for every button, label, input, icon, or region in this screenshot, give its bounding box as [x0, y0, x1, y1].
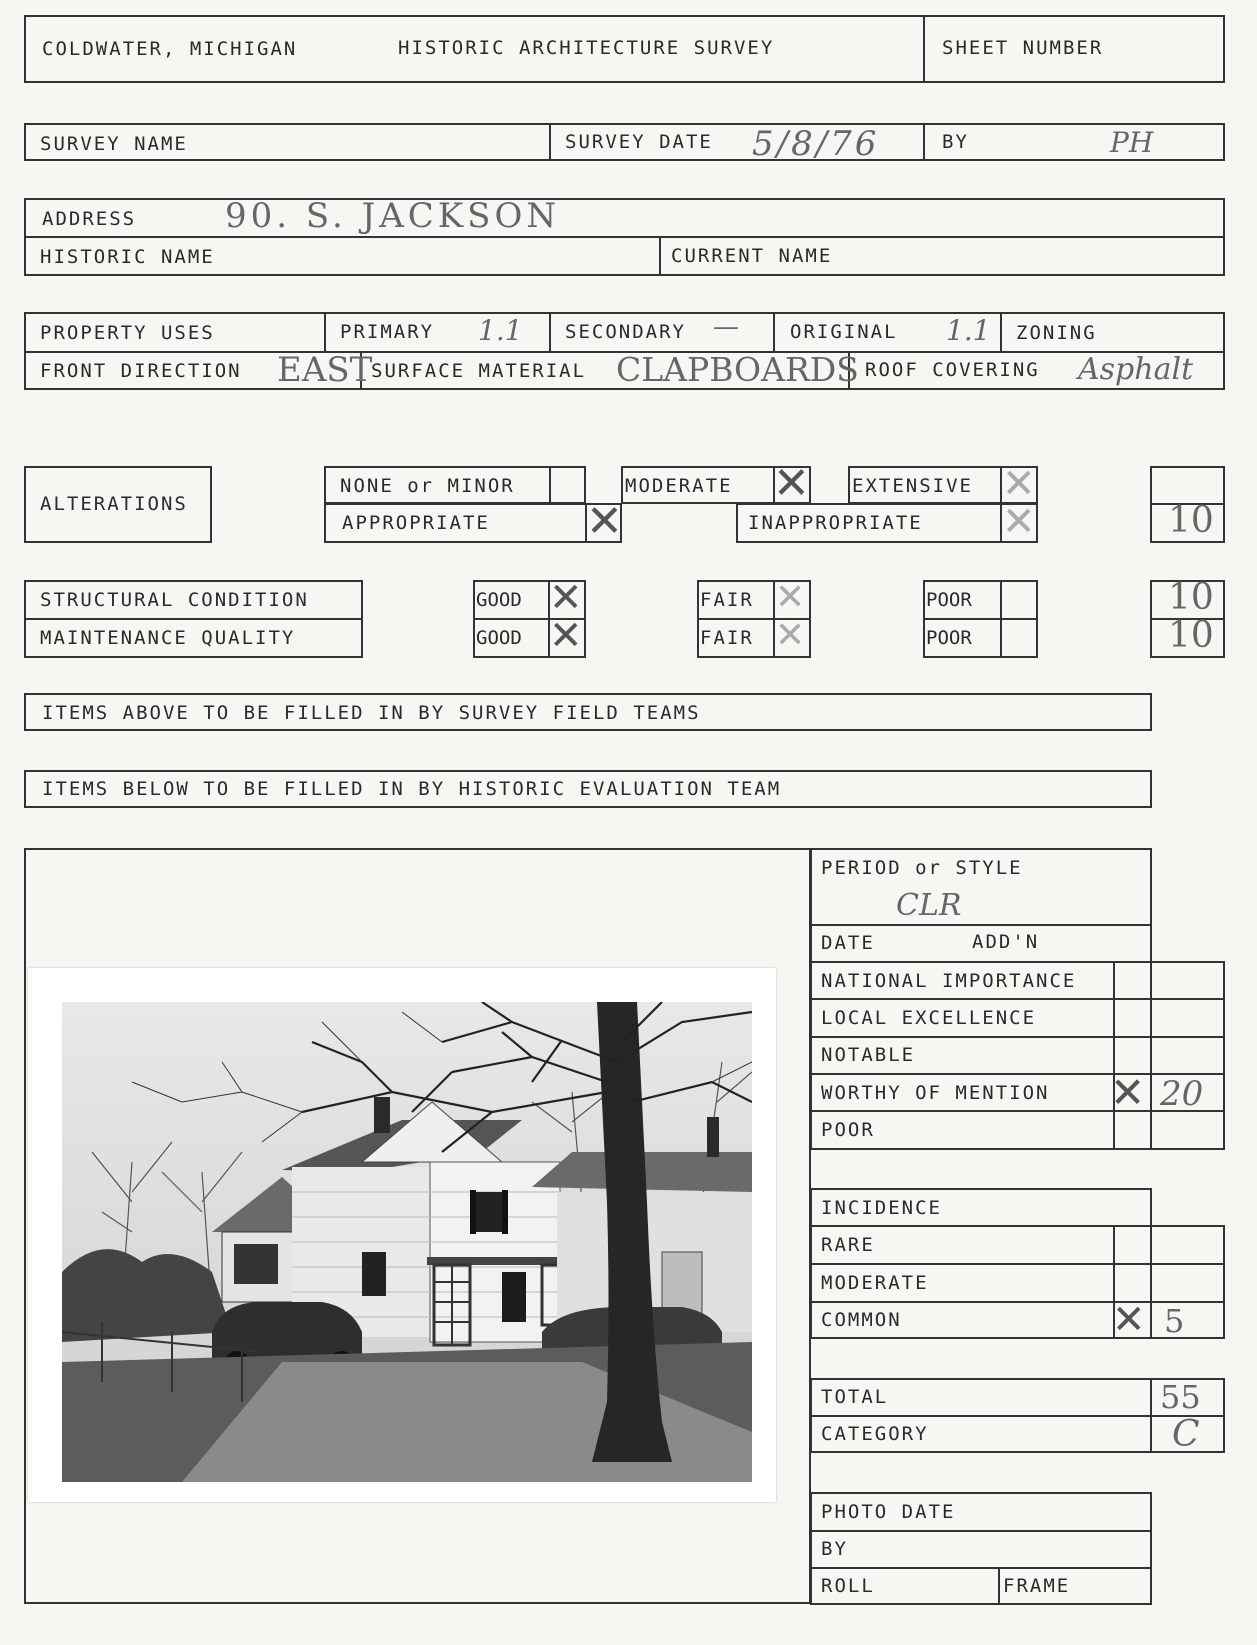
surface-material-value: CLAPBOARDS [616, 350, 859, 389]
poor-maintenance-label: POOR [926, 627, 972, 649]
roll-frame-divider [998, 1567, 1000, 1605]
original-value: 1.1 [946, 314, 991, 347]
condition-label-divider [24, 618, 363, 620]
total-label: TOTAL [821, 1386, 889, 1408]
primary-value: 1.1 [478, 314, 523, 347]
local-excellence-label: LOCAL EXCELLENCE [821, 1007, 1037, 1029]
maintenance-quality-label: MAINTENANCE QUALITY [40, 627, 296, 649]
rare-label: RARE [821, 1234, 875, 1256]
notable-label: NOTABLE [821, 1044, 916, 1066]
worthy-check-mark[interactable]: ✕ [1110, 1068, 1146, 1117]
extensive-label: EXTENSIVE [852, 475, 973, 497]
survey-name-label: SURVEY NAME [40, 133, 188, 155]
photo-info-line-2 [810, 1567, 1152, 1569]
house-photo [28, 968, 776, 1502]
date-label: DATE [821, 932, 875, 954]
none-minor-label: NONE or MINOR [340, 475, 515, 497]
eval-line-2 [810, 998, 1225, 1000]
structural-condition-label: STRUCTURAL CONDITION [40, 589, 309, 611]
good-structural-check[interactable]: ✕ [549, 575, 583, 621]
items-above-note: ITEMS ABOVE TO BE FILLED IN BY SURVEY FIELD TEAMS [42, 702, 701, 724]
moderate-incidence-label: MODERATE [821, 1272, 929, 1294]
alterations-score: 10 [1168, 500, 1214, 541]
good-maintenance-label: GOOD [476, 627, 522, 649]
poor-divider [923, 618, 1038, 620]
survey-by-value: PH [1110, 126, 1154, 159]
none-minor-check-divider [549, 466, 551, 504]
maintenance-score: 10 [1168, 615, 1214, 656]
property-uses-label: PROPERTY USES [40, 322, 215, 344]
extensive-check-mark[interactable]: ✕ [1002, 461, 1036, 507]
period-style-value: CLR [896, 888, 962, 923]
inappropriate-label: INAPPROPRIATE [748, 512, 923, 534]
incidence-label: INCIDENCE [821, 1197, 942, 1219]
period-style-label: PERIOD or STYLE [821, 857, 1023, 879]
eval-line-3 [810, 1036, 1225, 1038]
photo-info-line-1 [810, 1530, 1152, 1532]
current-name-label: CURRENT NAME [671, 245, 833, 267]
survey-divider-1 [549, 123, 551, 161]
survey-by-label: BY [942, 131, 969, 153]
photo-by-label: BY [821, 1538, 848, 1560]
inc-line-1 [810, 1225, 1152, 1227]
moderate-label: MODERATE [625, 475, 733, 497]
poor-structural-label: POOR [926, 589, 972, 611]
zoning-label: ZONING [1016, 322, 1097, 344]
survey-date-value: 5/8/76 [752, 124, 880, 164]
front-direction-label: FRONT DIRECTION [40, 360, 242, 382]
items-below-note: ITEMS BELOW TO BE FILLED IN BY HISTORIC EVALUATION TEAM [42, 778, 782, 800]
survey-date-label: SURVEY DATE [565, 131, 713, 153]
roof-covering-label: ROOF COVERING [865, 359, 1040, 381]
prop-div-4 [1000, 312, 1002, 351]
survey-divider-2 [923, 123, 925, 161]
fair-structural-check[interactable]: ✕ [775, 577, 806, 618]
historic-name-label: HISTORIC NAME [40, 246, 215, 268]
common-check-mark[interactable]: ✕ [1112, 1297, 1146, 1343]
primary-label: PRIMARY [340, 321, 435, 343]
fair-structural-label: FAIR [700, 589, 754, 611]
sheet-number-label: SHEET NUMBER [942, 37, 1104, 59]
frame-label: FRAME [1003, 1575, 1071, 1597]
worthy-of-mention-label: WORTHY OF MENTION [821, 1082, 1050, 1104]
address-divider [24, 236, 1225, 238]
good-maintenance-check[interactable]: ✕ [549, 613, 583, 659]
eval-line-1 [810, 961, 1152, 963]
house-photo-image [62, 1002, 752, 1482]
totals-score-divider [1150, 1378, 1152, 1453]
poor-eval-label: POOR [821, 1119, 875, 1141]
addn-label: ADD'N [972, 931, 1040, 953]
inc-line-2 [810, 1263, 1225, 1265]
evaluation-score-column [1113, 961, 1225, 1150]
address-label: ADDRESS [42, 208, 137, 230]
name-divider [659, 236, 661, 276]
eval-line-period [810, 924, 1152, 926]
prop-div-2 [549, 312, 551, 351]
alterations-label: ALTERATIONS [40, 493, 188, 515]
inc-line-3 [810, 1301, 1225, 1303]
survey-title: HISTORIC ARCHITECTURE SURVEY [398, 37, 775, 59]
photo-date-label: PHOTO DATE [821, 1501, 956, 1523]
secondary-value: — [713, 312, 739, 342]
prop-div-1 [324, 312, 326, 351]
poor-check-divider [1000, 580, 1002, 658]
header-divider [923, 15, 925, 83]
fair-maintenance-label: FAIR [700, 627, 754, 649]
city-label: COLDWATER, MICHIGAN [42, 38, 298, 60]
national-importance-label: NATIONAL IMPORTANCE [821, 970, 1077, 992]
fair-maintenance-check[interactable]: ✕ [775, 615, 806, 656]
moderate-check-mark[interactable]: ✕ [773, 458, 810, 509]
common-label: COMMON [821, 1309, 902, 1331]
surface-material-label: SURFACE MATERIAL [371, 360, 587, 382]
good-structural-label: GOOD [476, 589, 522, 611]
appropriate-label: APPROPRIATE [342, 512, 490, 534]
total-value: 55 [1160, 1378, 1201, 1416]
worthy-score: 20 [1160, 1074, 1204, 1114]
address-value: 90. S. JACKSON [225, 196, 561, 236]
category-label: CATEGORY [821, 1423, 929, 1445]
secondary-label: SECONDARY [565, 321, 686, 343]
category-value: C [1172, 1414, 1200, 1455]
common-score: 5 [1164, 1302, 1185, 1340]
inappropriate-check-mark[interactable]: ✕ [1002, 499, 1036, 545]
structural-score: 10 [1168, 577, 1214, 618]
roof-covering-value: Asphalt [1078, 352, 1194, 387]
front-direction-value: EAST [277, 350, 373, 390]
prop-div-3 [773, 312, 775, 351]
appropriate-check-mark[interactable]: ✕ [586, 496, 623, 547]
roll-label: ROLL [821, 1575, 875, 1597]
original-label: ORIGINAL [790, 321, 898, 343]
